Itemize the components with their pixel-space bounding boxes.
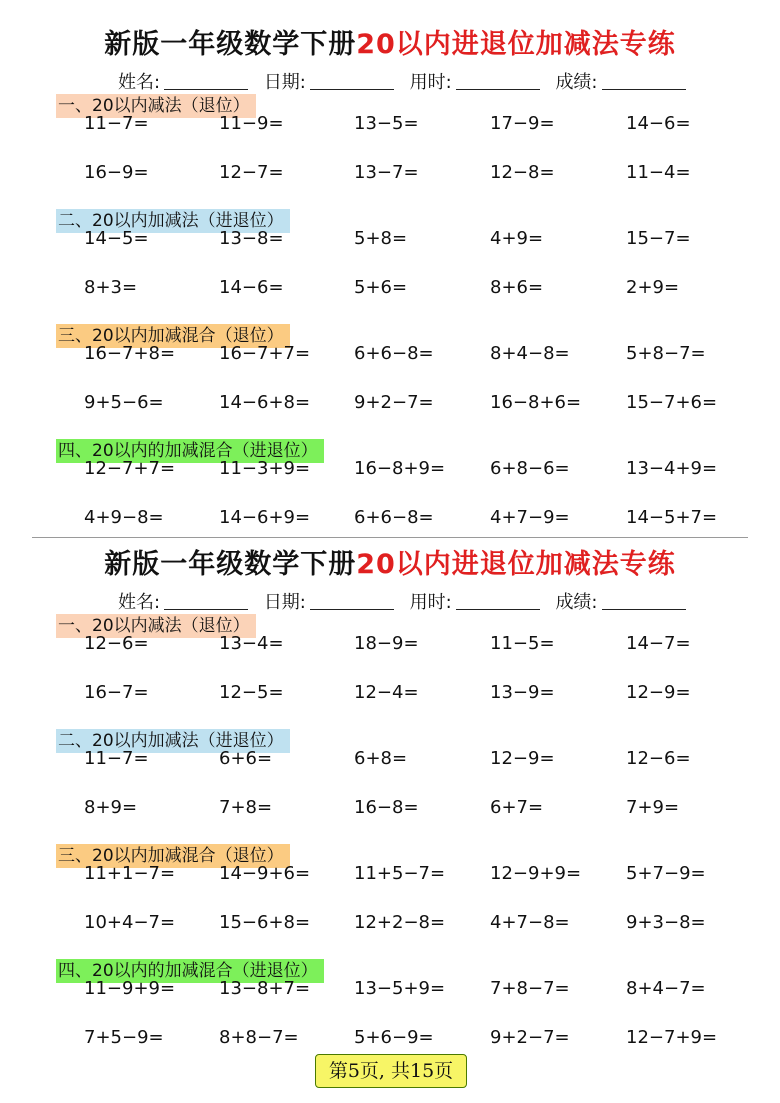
math-problem: 12−7+7=	[84, 458, 176, 479]
exercise-section-2	[0, 209, 780, 324]
math-problem: 8+4−8=	[490, 343, 570, 364]
math-problem: 6+6−8=	[354, 343, 434, 364]
worksheet-1	[0, 0, 780, 528]
date-blank[interactable]	[310, 73, 394, 90]
time-label: 用时:	[409, 592, 452, 613]
problem-row	[0, 390, 780, 416]
name-label: 姓名:	[118, 592, 161, 613]
name-blank[interactable]	[164, 593, 248, 610]
math-problem: 14−6+9=	[219, 507, 311, 528]
math-problem: 11−9+9=	[84, 978, 176, 999]
math-problem: 17−9=	[490, 113, 555, 134]
math-problem: 15−7+6=	[626, 392, 718, 413]
math-problem: 8+3=	[84, 277, 138, 298]
problem-row	[0, 746, 780, 772]
math-problem: 4+7−9=	[490, 507, 570, 528]
math-problem: 12−6=	[84, 633, 149, 654]
score-blank[interactable]	[602, 593, 686, 610]
math-problem: 6+6=	[219, 748, 273, 769]
problem-row	[0, 341, 780, 367]
score-label: 成绩:	[555, 72, 598, 93]
exercise-section-3	[0, 844, 780, 959]
math-problem: 15−6+8=	[219, 912, 311, 933]
math-problem: 14−6=	[219, 277, 284, 298]
math-problem: 2+9=	[626, 277, 680, 298]
page-indicator: 第5页, 共15页	[315, 1054, 467, 1088]
date-blank[interactable]	[310, 593, 394, 610]
math-problem: 14−6+8=	[219, 392, 311, 413]
math-problem: 11+5−7=	[354, 863, 446, 884]
problem-row	[0, 160, 780, 186]
score-label: 成绩:	[555, 592, 598, 613]
math-problem: 4+7−8=	[490, 912, 570, 933]
math-problem: 11−9=	[219, 113, 284, 134]
math-problem: 8+9=	[84, 797, 138, 818]
name-blank[interactable]	[164, 73, 248, 90]
math-problem: 4+9=	[490, 228, 544, 249]
math-problem: 9+5−6=	[84, 392, 164, 413]
math-problem: 12−4=	[354, 682, 419, 703]
math-problem: 8+6=	[490, 277, 544, 298]
math-problem: 12−6=	[626, 748, 691, 769]
section-label: 二、20以内加减法（进退位）	[56, 209, 290, 233]
math-problem: 12−7=	[219, 162, 284, 183]
math-problem: 8+4−7=	[626, 978, 706, 999]
problem-row	[0, 910, 780, 936]
math-problem: 14−9+6=	[219, 863, 311, 884]
math-problem: 15−7=	[626, 228, 691, 249]
math-problem: 7+8=	[219, 797, 273, 818]
time-label: 用时:	[409, 72, 452, 93]
math-problem: 9+3−8=	[626, 912, 706, 933]
math-problem: 5+8−7=	[626, 343, 706, 364]
math-problem: 12−9=	[626, 682, 691, 703]
math-problem: 11−3+9=	[219, 458, 311, 479]
math-problem: 11−4=	[626, 162, 691, 183]
math-problem: 5+6=	[354, 277, 408, 298]
math-problem: 13−7=	[354, 162, 419, 183]
student-info-line	[118, 68, 718, 94]
math-problem: 13−5+9=	[354, 978, 446, 999]
problem-row	[0, 226, 780, 252]
math-problem: 14−5+7=	[626, 507, 718, 528]
math-problem: 16−7+8=	[84, 343, 176, 364]
math-problem: 12+2−8=	[354, 912, 446, 933]
problem-row	[0, 111, 780, 137]
math-problem: 7+9=	[626, 797, 680, 818]
time-blank[interactable]	[456, 593, 540, 610]
math-problem: 16−8+9=	[354, 458, 446, 479]
math-problem: 11−7=	[84, 113, 149, 134]
math-problem: 13−4+9=	[626, 458, 718, 479]
exercise-section-3	[0, 324, 780, 439]
math-problem: 9+2−7=	[354, 392, 434, 413]
math-problem: 14−7=	[626, 633, 691, 654]
date-label: 日期:	[263, 592, 306, 613]
math-problem: 16−9=	[84, 162, 149, 183]
math-problem: 4+9−8=	[84, 507, 164, 528]
student-info-line	[118, 588, 718, 614]
time-blank[interactable]	[456, 73, 540, 90]
math-problem: 12−5=	[219, 682, 284, 703]
problem-row	[0, 275, 780, 301]
section-label: 四、20以内的加减混合（进退位）	[56, 439, 324, 463]
math-problem: 11−5=	[490, 633, 555, 654]
math-problem: 7+5−9=	[84, 1027, 164, 1048]
math-problem: 13−4=	[219, 633, 284, 654]
math-problem: 12−9+9=	[490, 863, 582, 884]
math-problem: 13−8=	[219, 228, 284, 249]
math-problem: 16−7+7=	[219, 343, 311, 364]
date-label: 日期:	[263, 72, 306, 93]
math-problem: 7+8−7=	[490, 978, 570, 999]
math-problem: 8+8−7=	[219, 1027, 299, 1048]
problem-row	[0, 795, 780, 821]
math-problem: 18−9=	[354, 633, 419, 654]
math-problem: 12−9=	[490, 748, 555, 769]
problem-row	[0, 861, 780, 887]
section-label: 二、20以内加减法（进退位）	[56, 729, 290, 753]
section-label: 四、20以内的加减混合（进退位）	[56, 959, 324, 983]
math-problem: 6+7=	[490, 797, 544, 818]
math-problem: 13−5=	[354, 113, 419, 134]
math-problem: 16−8+6=	[490, 392, 582, 413]
math-problem: 5+8=	[354, 228, 408, 249]
problem-row	[0, 631, 780, 657]
math-problem: 13−8+7=	[219, 978, 311, 999]
worksheet-2	[0, 520, 780, 1048]
math-problem: 10+4−7=	[84, 912, 176, 933]
math-problem: 11−7=	[84, 748, 149, 769]
math-problem: 14−6=	[626, 113, 691, 134]
math-problem: 6+6−8=	[354, 507, 434, 528]
math-problem: 14−5=	[84, 228, 149, 249]
section-label: 一、20以内减法（退位）	[56, 614, 256, 638]
math-problem: 5+7−9=	[626, 863, 706, 884]
section-label: 三、20以内加减混合（退位）	[56, 844, 290, 868]
problem-row	[0, 680, 780, 706]
problem-row	[0, 976, 780, 1002]
exercise-section-1	[0, 614, 780, 729]
math-problem: 12−7+9=	[626, 1027, 718, 1048]
math-problem: 9+2−7=	[490, 1027, 570, 1048]
math-problem: 6+8=	[354, 748, 408, 769]
math-problem: 5+6−9=	[354, 1027, 434, 1048]
math-problem: 11+1−7=	[84, 863, 176, 884]
problem-row	[0, 456, 780, 482]
math-problem: 12−8=	[490, 162, 555, 183]
exercise-section-1	[0, 94, 780, 209]
problem-row	[0, 1025, 780, 1051]
math-problem: 6+8−6=	[490, 458, 570, 479]
math-problem: 13−9=	[490, 682, 555, 703]
section-label: 一、20以内减法（退位）	[56, 94, 256, 118]
math-problem: 16−8=	[354, 797, 419, 818]
section-label: 三、20以内加减混合（退位）	[56, 324, 290, 348]
name-label: 姓名:	[118, 72, 161, 93]
worksheet-title: 新版一年级数学下册20以内进退位加减法专练	[104, 549, 676, 580]
worksheet-title: 新版一年级数学下册20以内进退位加减法专练	[104, 29, 676, 60]
exercise-section-2	[0, 729, 780, 844]
math-problem: 16−7=	[84, 682, 149, 703]
score-blank[interactable]	[602, 73, 686, 90]
